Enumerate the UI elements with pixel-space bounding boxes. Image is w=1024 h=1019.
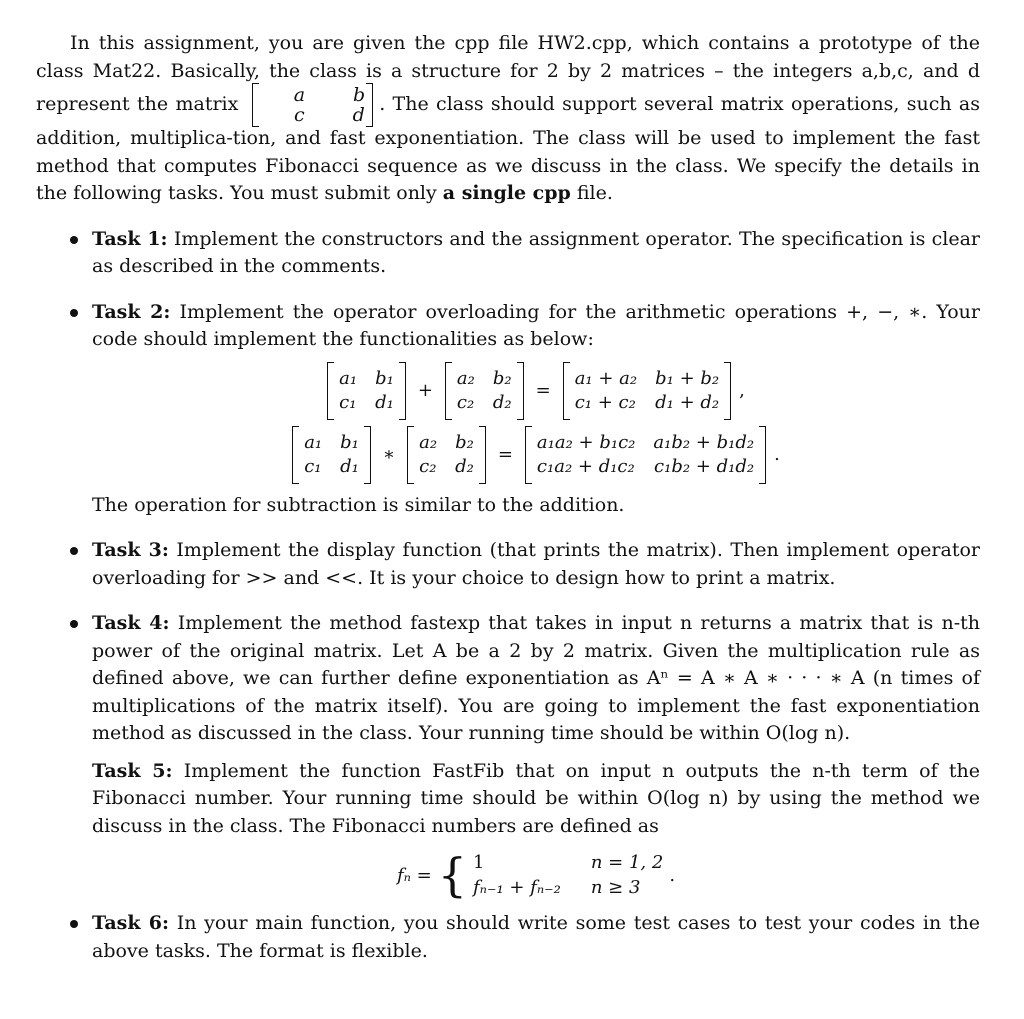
intro-bold: a single cpp: [442, 182, 571, 204]
mul-matrix-2: a₂ b₂ c₂ d₂: [407, 428, 486, 482]
mul-matrix-1: a₁ b₁ c₁ d₁: [292, 428, 371, 482]
task-2: [36, 299, 980, 520]
fib-cases: [473, 850, 663, 900]
task-label: Task 6:: [92, 912, 169, 934]
eq-punct: .: [774, 444, 780, 465]
fib-case2-condition: n ≥ 3: [590, 877, 641, 898]
bullet-icon: [70, 309, 78, 317]
add-matrix-2: a₂ b₂ c₂ d₂: [445, 364, 524, 418]
multiplication-equation: [92, 428, 980, 482]
task-text: Implement the constructors and the assignment operator. The specification is clear as described in the comments.: [92, 227, 981, 277]
task-text: Implement the method fastexp that takes in input n returns a matrix that is n-th power of the original matrix. Let A be a 2 by 2 matrix. Given the multiplication rule as defined above, we can further define exponentiation as Aⁿ = A ∗ A ∗ · · · ∗ A (n times of multiplications of the matrix itself). You are going to implement the fast exponentiation method as discussed in the class. Your running time should be within O(log n).: [92, 612, 980, 744]
task-5: [92, 758, 980, 841]
task-text: Implement the function FastFib that on input n outputs the n-th term of the Fibonacci number. Your running time should be within O(log n) by using the method we discuss in the class. The Fibonacci numbers are defined as: [92, 759, 980, 837]
matrix-b: b: [353, 84, 366, 106]
task-1: [36, 226, 980, 281]
task-label: Task 4:: [92, 612, 170, 634]
matrix-prefix: matrix: [175, 93, 239, 115]
task-3: [36, 537, 980, 592]
document-page: [36, 30, 980, 965]
eq-punct: ,: [739, 380, 745, 401]
fib-case1-value: 1: [472, 852, 485, 873]
addition-equation: [92, 364, 980, 418]
abcd-matrix: [252, 85, 374, 125]
bullet-icon: [70, 920, 78, 928]
bullet-icon: [70, 547, 78, 555]
task-label: Task 5:: [92, 759, 173, 782]
matrix-d: d: [352, 104, 365, 126]
task-list: [36, 226, 980, 966]
task-label: Task 3:: [92, 539, 169, 561]
intro-text-3: file.: [570, 182, 613, 204]
intro-text-1: In this assignment, you are given the cpp file HW2.cpp, which contains a prototype of the class Mat22. Basically, the class is a structure for 2 by 2 matrices – the integers a,b,c, and d represent the: [36, 32, 980, 115]
equals-operator: =: [535, 380, 551, 401]
task-text: Implement the operator overloading for the arithmetic operations +, −, ∗. Your code should implement the functionalities as below:: [92, 300, 980, 350]
task-label: Task 2:: [92, 300, 171, 323]
matrix-a: a: [293, 84, 306, 106]
intro-text-2: . The class should support several matrix operations, such as addition, multiplica-tion, and fast exponentiation. The class will be used to implement the fast method that computes Fibonacci sequence as we discuss in the class. We specify the details in the following tasks. You must submit only: [36, 93, 980, 204]
equals-operator: =: [497, 444, 513, 465]
mul-result-matrix: a₁a₂ + b₁c₂ a₁b₂ + b₁d₂ c₁a₂ + d₁c₂ c₁b₂ + d₁d₂: [525, 428, 766, 482]
bullet-icon: [70, 236, 78, 244]
eq-punct: .: [669, 864, 676, 886]
task-4: [36, 610, 980, 900]
add-matrix-1: a₁ b₁ c₁ d₁: [327, 364, 406, 418]
fib-lhs: fₙ =: [396, 864, 432, 886]
task-label: Task 1:: [92, 227, 168, 250]
task-text: In your main function, you should write some test cases to test your codes in the above tasks. The format is flexible.: [92, 912, 980, 962]
subtraction-note: The operation for subtraction is similar to the addition.: [92, 493, 625, 516]
task-6: [36, 910, 980, 965]
multiply-operator: ∗: [382, 444, 396, 465]
plus-operator: +: [417, 380, 433, 401]
fib-case2-value: fₙ₋₁ + fₙ₋₂: [472, 877, 561, 898]
left-brace-icon: {: [437, 848, 467, 902]
add-result-matrix: a₁ + a₂ b₁ + b₂ c₁ + c₂ d₁ + d₂: [563, 364, 731, 418]
fibonacci-definition: [92, 850, 980, 900]
task-text: Implement the display function (that prints the matrix). Then implement operator overloading for >> and <<. It is your choice to design how to print a matrix.: [92, 539, 980, 589]
intro-section: [36, 30, 980, 208]
bullet-icon: [70, 620, 78, 628]
intro-paragraph: [36, 30, 980, 208]
fib-case1-condition: n = 1, 2: [590, 852, 664, 873]
matrix-c: c: [294, 104, 305, 126]
